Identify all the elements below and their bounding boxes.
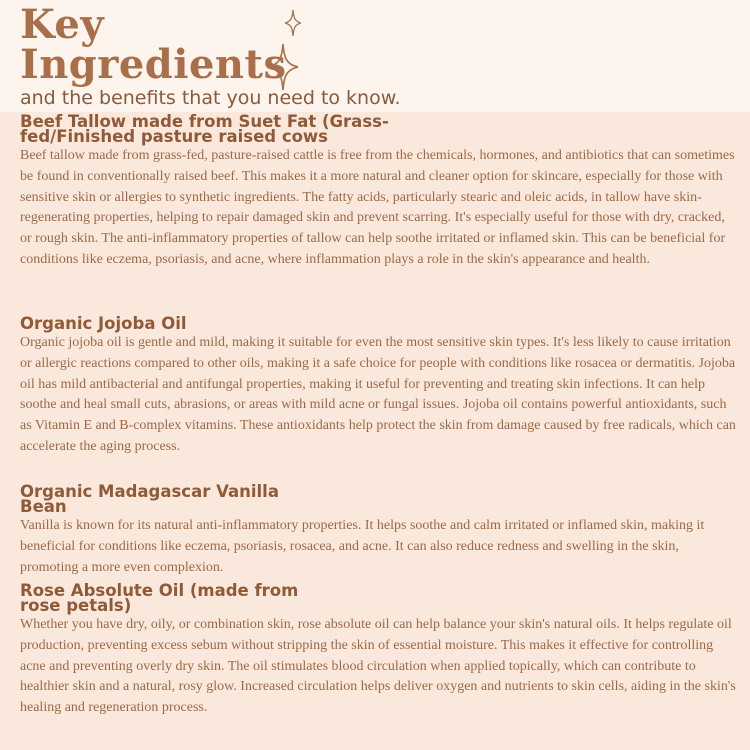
ingredient-heading: Rose Absolute Oil (made from rose petals) [20, 581, 299, 615]
ingredient-heading: Organic Madagascar Vanilla Bean [20, 482, 279, 516]
ingredient-description: Beef tallow made from grass-fed, pasture-raised cattle is free from the chemicals, hormones, and antibiotics that can sometimes be found in conventionally raised beef. This makes it a more natural and cleaner option for skincare, especially for those with sensitive skin or allergies to synthetic ingredients. The fatty acids, particularly stearic and oleic acids, in tallow have skin-regenerating properties, helping to repair damaged skin and prevent scarring. It's especially useful for those with dry, cracked, or rough skin. The anti-inflammatory properties of tallow can help soothe irritated or inflamed skin. This can be beneficial for conditions like eczema, psoriasis, and acne, where inflammation plays a role in the skin's appearance and health. [20, 148, 735, 267]
ingredient-section-rose-absolute-oil [20, 583, 740, 719]
ingredient-description: Vanilla is known for its natural anti-inflammatory properties. It helps soothe and calm irritated or inflamed skin, making it beneficial for conditions like eczema, psoriasis, rosacea, and acne. It can also reduce redness and swelling in the skin, promoting a more even complexion. [20, 518, 705, 575]
ingredient-description: Organic jojoba oil is gentle and mild, making it suitable for even the most sensitive skin types. It's less likely to cause irritation or allergic reactions compared to other oils, making it a safe choice for people with conditions like rosacea or dermatitis. Jojoba oil has mild antibacterial and antifungal properties, making it useful for preventing and treating skin infections. It can help soothe and heal small cuts, abrasions, or areas with mild acne or fungal issues. Jojoba oil contains powerful antioxidants, such as Vitamin E and B-complex vitamins. These antioxidants help protect the skin from damage caused by free radicals, which can accelerate the aging process. [20, 335, 736, 454]
ingredient-description: Whether you have dry, oily, or combination skin, rose absolute oil can help balance your skin's natural oils. It helps regulate oil production, preventing excess sebum without stripping the skin of essential moisture. This makes it effective for controlling acne and preventing overly dry skin. The oil stimulates blood circulation when applied topically, which can contribute to healthier skin and a natural, rosy glow. Increased circulation helps deliver oxygen and nutrients to skin cells, aiding in the skin's healing and regeneration process. [20, 617, 736, 716]
ingredient-section-vanilla-bean [20, 484, 740, 578]
page-title-ingredients: Ingredients [20, 41, 287, 88]
sparkle-icon [285, 10, 301, 36]
sparkle-icon [268, 44, 298, 90]
ingredient-heading: Beef Tallow made from Suet Fat (Grass-fed/Finished pasture raised cows [20, 112, 389, 146]
ingredient-section-beef-tallow [20, 114, 740, 271]
page-subtitle: and the benefits that you need to know. [20, 87, 401, 109]
ingredient-section-jojoba-oil [20, 316, 740, 458]
page-title-key: Key [20, 1, 105, 48]
ingredient-heading: Organic Jojoba Oil [20, 314, 187, 333]
